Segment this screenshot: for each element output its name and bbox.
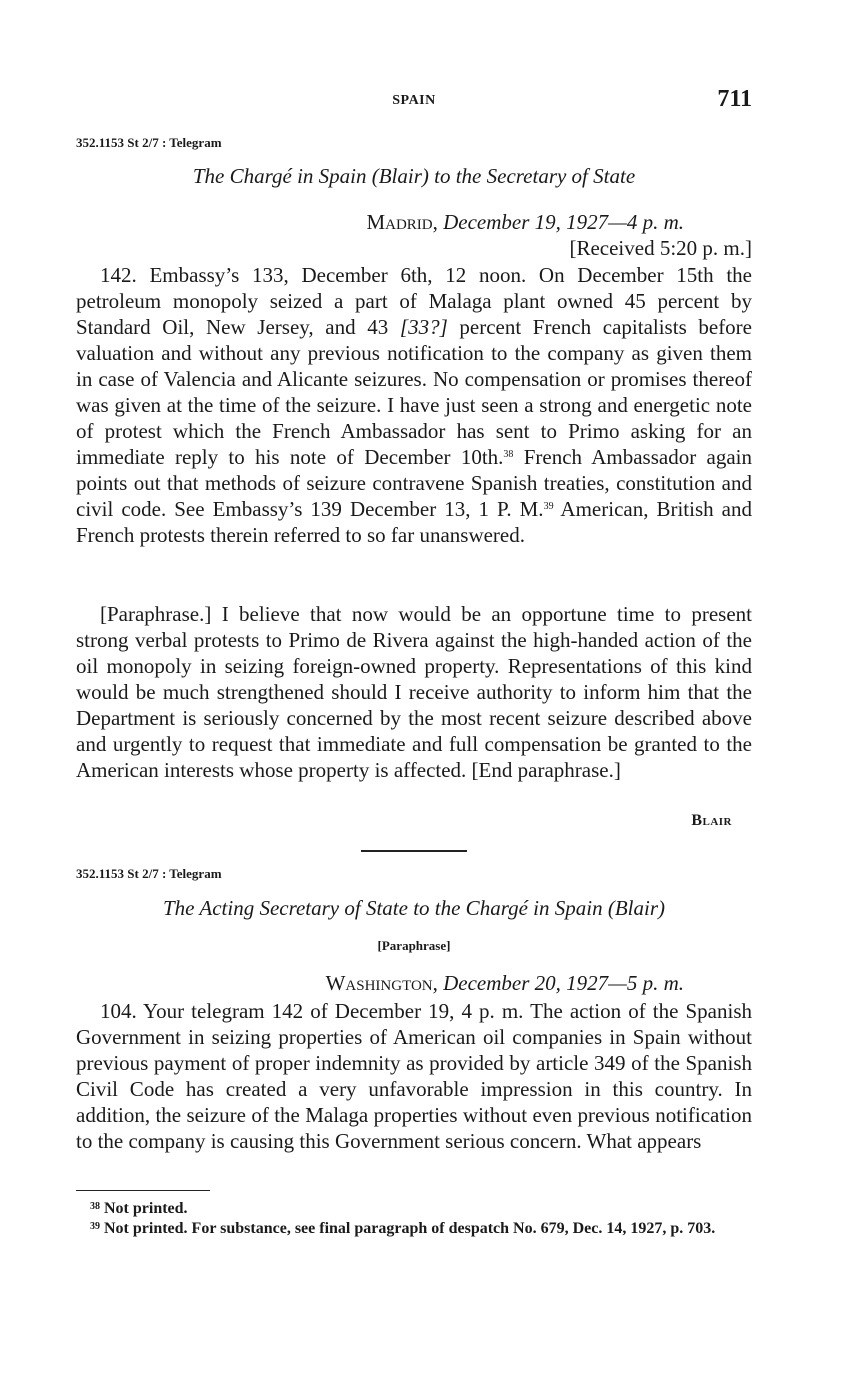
editorial-query: [33?] (399, 315, 448, 339)
dateline-date: December 20, 1927—5 p. m. (443, 971, 684, 995)
footnote-rule (76, 1190, 210, 1191)
footnote-38 (76, 1200, 752, 1217)
signature: Blair (691, 812, 732, 829)
footnote-ref: 38 (503, 449, 514, 460)
dateline (366, 210, 684, 235)
paragraph-text: percent French capitalists before valuation and without any previous notification to the company as given them in case of Valencia and Alicante seizures. No compensation or promises thereof was given at the time of the seizure. I have just seen a strong and energetic note of protest which the French Ambassador has sent to Primo asking for an immediate reply to his note of December 10th. (76, 315, 752, 469)
footnote-mark: 38 (90, 1201, 100, 1212)
document-title: The Chargé in Spain (Blair) to the Secretary of State (192, 164, 636, 188)
paragraph-text: 142. Embassy’s 133, December 6th, 12 noon. On December 15th the petroleum monopoly seized a part of Malaga plant owned 45 percent by Standard Oil, New Jersey, and 43 (76, 263, 752, 339)
dateline-place: Madrid, (366, 210, 438, 234)
dateline-date: December 19, 1927—4 p. m. (443, 210, 684, 234)
section-divider (361, 850, 467, 852)
file-reference: 352.1153 St 2/7 : Telegram (76, 135, 222, 150)
paraphrase-label: [Paraphrase] (377, 938, 451, 953)
running-head: SPAIN (392, 93, 436, 108)
telegram-paragraph (76, 262, 752, 548)
paragraph-text: American, British and French protests therein referred to so far unanswered. (76, 497, 752, 547)
telegram-paragraph: 104. Your telegram 142 of December 19, 4 p. m. The action of the Spanish Government in seizing properties of American oil companies in Spain without previous payment of proper indemnity as provided by article 349 of the Spanish Civil Code has created a very unfavorable impression in this country. In addition, the seizure of the Malaga properties without even previous notification to the company is causing this Government serious concern. What appears (76, 999, 752, 1153)
footnote-text: Not printed. For substance, see final paragraph of despatch No. 679, Dec. 14, 1927, p. 703. (104, 1220, 716, 1237)
paragraph-text: French Ambassador again points out that methods of seizure contravene Spanish treaties, constitution and civil code. See Embassy’s 139 December 13, 1 P. M. (76, 445, 752, 521)
footnote-text: Not printed. (104, 1200, 188, 1217)
file-reference: 352.1153 St 2/7 : Telegram (76, 866, 222, 881)
page-number: 711 (717, 86, 752, 112)
footnote-ref: 39 (543, 501, 554, 512)
received-note: [Received 5:20 p. m.] (569, 236, 752, 260)
document-title: The Acting Secretary of State to the Chargé in Spain (Blair) (163, 896, 665, 920)
paraphrase-paragraph: [Paraphrase.] I believe that now would be an opportune time to present strong verbal protests to Primo de Rivera against the high-handed action of the oil monopoly in seizing foreign-owned property. Representations of this kind would be much strengthened should I receive authority to inform him that the Department is seriously concerned by the most recent seizure described above and urgently to request that immediate and full compensation be granted to the American interests whose property is affected. [End paraphrase.] (76, 602, 752, 782)
footnote-39 (76, 1220, 752, 1237)
footnote-mark: 39 (90, 1221, 100, 1232)
dateline (326, 971, 684, 996)
dateline-place: Washington, (325, 971, 438, 995)
page-header (76, 86, 752, 120)
